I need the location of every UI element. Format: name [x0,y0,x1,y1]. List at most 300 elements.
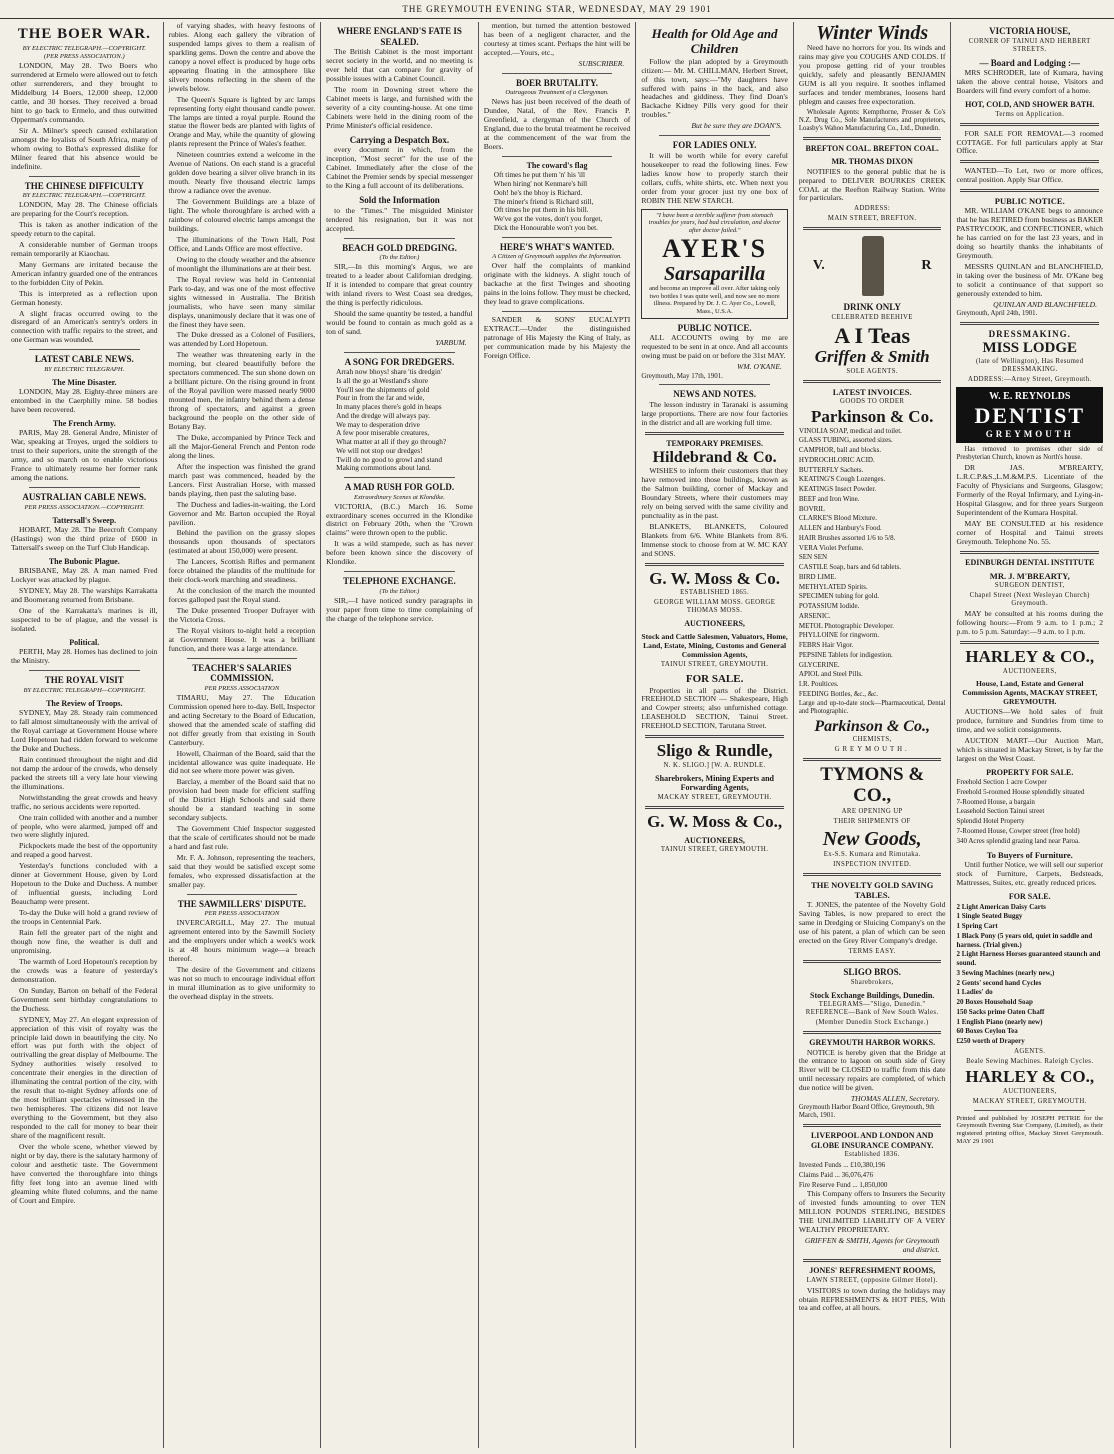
stock-exchange: Stock Exchange Buildings, Dunedin. [810,990,935,1000]
teachers-para: TIMARU, May 27. The Education Commission opened here to-day. Bell, Inspector and acting Secretary to the Board of Education, showed that the amended scale of staffing did not differ greatly from that existing in South Canterbury. [168,692,316,747]
ayer-brand: AYER'S [662,233,768,263]
invoice-item: SEN SEN [798,553,828,562]
review-para: After the inspection was finished the grand march past was commenced, headed by the Lancers. First Australian Horse, with massed bands playing, then past the saluting base. [168,461,316,498]
dentist-banner [956,387,1103,443]
invoice-item: BUTTERFLY Sachets. [798,465,864,474]
for-sale-para: Properties in all parts of the District. FREEHOLD SECTION — Shakespeare, High and Cowper streets; also unfurnished cottage. LEASEHOLD SECTION, Tainui Street. FREEHOLD SECTION, Tarutana Street. [641,685,788,731]
edinburgh-heading: EDINBURGH DENTAL INSTITUTE [965,557,1095,567]
royal-visit-subheading: BY ELECTRIC TELEGRAPH—COPYRIGHT. [23,686,146,694]
fund-row: Invested Funds ... £10,380,196 [798,1161,886,1170]
sale-item: 1 Ladies' do [956,988,993,997]
invoice-item: KEATING'S Cough Lozenges. [798,475,886,484]
terms-label: Terms on Application. [995,110,1065,118]
ex-ships: Ex-S.S. Kumara and Rimutaka. [823,851,921,859]
sale-item: 2 Light American Daisy Carts [956,902,1046,911]
sligo-rundle-name: Sligo & Rundle, [656,741,773,761]
divider [344,352,455,353]
aged-heading: Health for Old Age and Children [651,26,778,57]
invoice-item: KEATINGS Insect Powder. [798,485,877,494]
harley-para: AUCTION MART—Our Auction Mart, which is situated in Mackay Street, is by far the largest on the West Coast. [956,735,1104,763]
ayer-caption: "I have been a terrible sufferer from stomach troubles for years, had bad circulation, and doctor after doctor failed." [648,211,781,234]
jones-heading: JONES' REFRESHMENT ROOMS, [809,1266,936,1276]
press-note: (PER PRESS ASSOCIATION.) [43,53,125,61]
moss-auctioneers-2: AUCTIONEERS, [684,835,745,845]
divider [502,73,613,74]
novelty-para: T. JONES, the patentee of the Novelty Gold Saving Tables, is now prepared to erect the same in Dredging or Sluicing Company's on the use of his patent, a plan of which can be seen erected on the Grey River Company's dredge. [798,900,946,946]
telephone-para: SIR,—I have noticed sundry paragraphs in your paper from time to time complaining of the charge of the telephone service. [326,595,473,623]
public-notice-heading: PUBLIC NOTICE. [677,322,752,333]
winter-winds-heading: Winter Winds [816,22,929,44]
song-poem: Arrah now bhoys! share 'tis dredgin' Is all the go at Westland's shore You'll see the shipments of gold Pour in from the far and wide, In many places there's gold in heaps And the dredge will always pay. We may to desperation drive A few poor miserable creatures, What matter at all if they go through? We will not stop our dredges! Twill do no good to growl and stand Making commotions about land. [336,367,447,473]
sligo-bros-name: SLIGO BROS. [843,966,901,977]
fund-row: Claims Paid ... 36,076,476 [798,1170,874,1179]
moss-established: ESTABLISHED 1865. [680,589,750,597]
whats-wanted-heading: HERE'S WHAT'S WANTED. [499,241,615,252]
sale-item: 1 Black Pony (5 years old, quiet in saddle and harness. (Trial given.) [956,931,1093,949]
for-sale-heading: FOR SALE. [685,672,744,685]
tymons-opening: ARE OPENING UP [841,808,903,816]
agents-sub: Beale Sewing Machines. Raleigh Cycles. [966,1057,1094,1065]
ayer-text: and become an improve all over. After taking only two bottles I was quite well, and now see no more illness. Prepared by Dr. J. C. Ayer Co., Lowell, Mass., U.S.A. [649,285,781,316]
public-notice-para: MR. WILLIAM O'KANE begs to announce that he has RETIRED from business as BAKER PASTRYCOOK, and CONFECTIONER, which he has carried on for the last 23 years, and in doing so heartily thanks the inhabitants of Greymouth. [956,206,1104,261]
whats-wanted-subheading: A Citizen of Greymouth supplies the Information. [492,253,622,261]
illumination-para: of varying shades, with heavy festoons of rubies. Along each gallery the vibration of suspended lamps gives to them a realism of sparkling gems. Down the centre and above the canopy a novel effect is produced by huge orbs appearing floating in the atmosphere like silvery moons reflecting in the sheen of the jewels below. [168,22,316,93]
poem-heading: The coward's flag [526,160,588,170]
invoice-item: PEPSINE Tablets for indigestion. [798,650,893,659]
parkinson-name-2: Parkinson & Co., [814,717,930,735]
chinese-para: A considerable number of German troops remain temporarily at Kiaochau. [11,239,158,258]
invoice-footer: Large and up-to-date stock—Pharmaceutical, Dental and Photographic. [798,699,946,715]
invoice-item: BIRD LIME. [798,572,837,581]
moss-auctioneers: AUCTIONEERS, [684,619,745,629]
miss-lodge-address: ADDRESS:—Arney Street, Greymouth. [968,375,1092,383]
sale-item: 2 Light Harness Horses guaranteed staunch and sound. [956,950,1101,968]
invoice-item: GLYCERINE. [798,660,840,669]
boer-brutality-para: News has just been received of the death of Dundee, Natal, of the Rev. Francis P. Greenfield, a clergyman of the Church of England, due to the brutal treatment he received at the commencement of the war from the Boers. [483,97,631,151]
review-para: SYDNEY, May 27. An elegant expression of appreciation of this visit of royalty was the principle laid down in beautifying the city. No effort was put forth with the object of outrivalling the great display of Melbourne. The Sydney authorities wisely resolved to concentrate their energies in the direction of illuminating the central portion of the city, with the result that to-night Sydney affords one of the most brilliant spectacles witnessed in the two hemispheres. The citizens did not leave everything to the Government, but they also responded to the call for money to bear their share of the magnificent result. [11,1014,158,1140]
poem-text: Oft times he put them 'n' his 'ill When hiring' not Kenmare's hill Ooh! he's the bhoy is Richard. The miner's friend is Richard still, Oft times he put them in his bill. We've got the votes, don't you forget, Dick the Honourable won't you bet. [493,170,603,232]
ladies-para: It will be worth while for every careful housekeeper to read the following lines. Few ladies know how to properly starch their collars, cuffs, white shirts, etc. When next you order from your grocer just try one box of ROBIN THE NEW STARCH. [641,150,788,205]
chinese-heading: THE CHINESE DIFFICULTY [24,180,144,191]
chinese-para: This is interpreted as a reflection upon German honesty. [11,288,158,307]
masthead: THE GREYMOUTH EVENING STAR, WEDNESDAY, MAY 29 1901 [0,0,1114,19]
review-para: SYDNEY, May 28. Steady rain commenced to fall almost simultaneously with the arrival of the Royal carriage at Government House where Lord Hopetoun had ridden forward to welcome the Duke and Duchess. [11,708,158,753]
whats-wanted-para: Over half the complaints of mankind originate with the kidneys. A slight touch of backache at the first Twinges and shooting pains in the loins follow. They must be checked, they lead to grave complications. [483,260,631,306]
chemists-label: CHEMISTS, [852,736,892,744]
notice-date: Greymouth, May 17th, 1901. [641,372,723,381]
invoice-item: VINOLIA SOAP, medical and toilet. [798,426,902,435]
divider [960,160,1099,163]
french-para: PARIS, May 28. General Andre, Minister of War, speaking at Troyes, urged the soldiers to trust to their superiors, unite the strength of the army, and so march on to enable victorious France to ultimately resume her former rank among the nations. [11,428,158,483]
doctor-para: MAY BE CONSULTED at his residence corner of Hospital and Tainui streets Greymouth. Telephone No. 55. [956,519,1104,547]
invoice-item: ALLEN and Hanbury's Food. [798,524,882,533]
invoice-item: METHYLATED Spirits. [798,582,868,591]
sligo-rundle-services: Sharebrokers, Mining Experts and Forwarding Agents, [655,773,775,793]
plague-heading: The Bubonic Plague. [48,556,120,566]
divider [803,1031,942,1034]
review-para: The Lancers, Scottish Rifles and permanent force obtained the plaudits of the multitude for their clock-work marching and steadiness. [168,557,316,585]
review-para: Rain fell the greater part of the night and though now fine, the weather is dull and unpromising. [11,928,158,955]
sawmillers-heading: THE SAWMILLERS' DISPUTE. [177,898,307,909]
liverpool-established: Established 1836. [844,1151,900,1159]
victoria-house-heading: VICTORIA HOUSE, [989,26,1071,36]
divider [803,960,942,963]
coal-heading: BREFTON COAL. BREFTON COAL. [805,143,939,153]
baths-heading: HOT, COLD, AND SHOWER BATH. [965,100,1095,110]
information-para: to the "Times." The misguided Minister tendered his resignation, but it was not accepted. [326,205,473,233]
member-note: (Member Dunedin Stock Exchange.) [815,1019,929,1027]
harley-services: House, Land, Estate and General Commission Agents, MACKAY STREET, GREYMOUTH. [962,679,1098,706]
sale-item: 150 Sacks prime Oaten Chaff [956,1007,1045,1016]
divider [645,806,784,809]
review-para: The Royal visitors to-night held a reception at Government House. It was a brilliant function, and there was a large attendance. [168,626,316,653]
moss-address: TAINUI STREET, GREYMOUTH. [660,660,769,668]
moss-address-2: TAINUI STREET, GREYMOUTH. [660,846,769,853]
edinburgh-para: MAY be consulted at his rooms during the following hours:—From 9 a.m. to 1 p.m.; 2 p.m. to 5 p.m. Saturday:—9 a.m. to 1 p.m. [956,609,1104,637]
sanders-para: SANDER & SONS' EUCALYPTI EXTRACT.—Under the distinguished patronage of His Majesty the King of Italy, as per communication made by his Majesty the Foreign Office. [483,314,631,360]
fate-para: The British Cabinet is the most important secret society in the world, and no meeting is ever held that can compare for gravity of possible issues with a Cabinet Council. [326,47,473,84]
invoice-item: APIOL and Steel Pills. [798,670,863,679]
invoice-list [799,427,946,700]
column-4 [479,22,637,1448]
sale-item: 3 Sewing Machines (nearly new,) [956,968,1055,977]
invoice-item: SPECIMEN tubing for gold. [798,592,880,601]
chinese-para: LONDON, May 28. The Chinese officials are preparing for the Court's reception. [11,200,158,218]
moss-name-2: G. W. Moss & Co., [647,811,783,831]
invoice-item: HYDROCHLORIC ACID. [798,455,875,464]
chinese-para: This is taken as another indication of the speedy return to the capital. [11,219,158,238]
griffen-smith-name: Griffen & Smith [814,347,930,367]
signature: SUBSCRIBER. [578,58,625,68]
review-para: Rain continued throughout the night and did not damp the ardour of the crowds, who densely packed the streets till a very late hour viewing the illuminations. [11,754,158,791]
beehive-emblem-row [799,234,946,298]
divider [960,322,1099,325]
greymouth-label: GREYMOUTH. [834,746,910,754]
novelty-heading: THE NOVELTY GOLD SAVING TABLES. [811,880,934,901]
divider [803,1259,942,1262]
review-para: Over the whole scene, whether viewed by night or by day, there is the salutary harmony of colour and aesthetic taste. The Government have converted the thoroughfare into things fifty feet long into an avenue lined with gleaming white fluted columns, and the name of Court and Empire. [11,1141,158,1205]
divider [803,137,942,140]
teachers-para: Howell, Chairman of the Board, said that the incidental allowance was quite inadequate. He did not see where more power was given. [168,748,316,776]
teachers-para: Mr. F. A. Johnson, representing the teachers, said that they would be satisfied except some females, who expressed dissatisfaction at the smaller pay. [168,853,316,889]
despatch-heading: Carrying a Despatch Box. [349,134,450,145]
column-3 [321,22,479,1448]
beach-para: Should the same quantity be tested, a handful would be found to contain as much gold as a ton of sand. [326,308,473,336]
mine-heading: The Mine Disaster. [52,377,117,387]
to-the-editor: (To the Editor.) [379,587,420,595]
boer-para: LONDON, May 28. Two Boers who surrendered at Ermelo were allowed out to fetch other surrenderers, and they brought to Middelburg 14 Boers, 12,000 sheep, 12,000 cattle, and 30 horses. They received a broad hint to go back to Ermelo, and thus outwitted Opperman's commando. [11,61,158,124]
columns [6,22,1108,1448]
review-para: The Duke, accompanied by Prince Teck and all the Major-General French and Penton rode along the lines. [168,432,316,460]
review-para: To-day the Duke will hold a grand review of the troops in Centennial Park. [11,908,158,927]
latest-invoices: LATEST INVOICES. [832,386,912,397]
property-heading: PROPERTY FOR SALE. [986,767,1074,777]
miss-lodge-sub: (late of Wellington), Has Resumed DRESSMAKING. [976,357,1084,373]
mad-rush-subheading: Extraordinary Scenes at Klondike. [353,493,445,501]
divider [803,1124,942,1127]
invoice-item: BEEF and Iron Wine. [798,494,860,503]
despatch-para: every document in which, from the inception, "Most secret" for the use of the Cabinet. Immediately after the close of the Cabinet the Premier sends by special messenger to the King a full account of its deliberations. [326,145,473,191]
property-item: 7-Roomed House, a bargain [956,797,1035,806]
review-para: Notwithstanding the great crowds and heavy traffic, no serious accidents were reported. [11,792,158,811]
ayers-advert [641,209,788,319]
signature: WM. O'KANE. [737,362,782,372]
fate-para: The room in Downing street where the Cabinet meets is large, and furnished with the severity of a city counting-house. At one time Cabinets were held in the dining room of the Prime Minister's official residence. [326,85,473,130]
political-para: PERTH, May 28. Homes has declined to join the Ministry. [11,647,158,666]
chinese-para: A slight fracas occurred owing to the disregard of an American's sentry's orders in connection with traffic repairs to the street, and one German was wounded. [11,308,158,345]
sawmillers-para: INVERCARGILL, May 27. The mutual agreement entered into by the Sawmill Society and the employers under which a week's work is at 48 hours minimum wage—a breach thereof. [168,918,316,964]
moss-name: G. W. Moss & Co. [649,568,781,588]
review-heading: The Review of Troops. [46,698,123,708]
divider [960,551,1099,554]
goods-to-order: GOODS TO ORDER [840,397,905,405]
divider [960,123,1099,126]
divider [29,176,140,177]
beach-gold-heading: BEACH GOLD DREDGING. [342,242,457,253]
parkinson-name: Parkinson & Co. [811,406,934,426]
divider [344,477,455,478]
political-heading: Political. [69,637,100,647]
new-goods: New Goods, [822,828,922,851]
invoice-item: ARSENIC. [798,611,831,620]
sale-item: 2 Gents' second hand Cycles [956,978,1042,987]
review-para: Behind the pavilion on the grassy slopes thousands upon thousands of spectators (estimated at about 150,000) were present. [168,528,316,556]
dentist-note: Has removed to premises other side of Presbyterian Church, known as North's house. [956,446,1104,462]
wanted-para: WANTED—To Let, two or more offices, central position. Apply Star Office. [956,166,1104,185]
temporary-premises-heading: TEMPORARY PREMISES. [666,438,763,448]
review-para: The Royal review was held in Centennial Park to-day, and was one of the most effective sights witnessed in Australia. The British journalists, who have seen many similar displays, unanimously declare that it was one of the finest they have seen. [168,274,316,329]
fund-row: Fire Reserve Fund ... 1,850,000 [798,1180,888,1189]
harley-auctioneers-2: AUCTIONEERS, [1002,1087,1057,1095]
inspection-invited: INSPECTION INVITED. [833,861,912,869]
harbour-heading: GREYMOUTH HARBOR WORKS. [809,1038,936,1048]
divider [187,894,298,895]
boer-para: Sir A. Milner's speech caused exhilaration amongst the loyalists of South Africa, many of whom owing to Botha's expressed dislike for Milner feared that his absence would be indefinite. [11,125,158,171]
teachers-heading: TEACHER'S SALARIES COMMISSION. [192,662,292,684]
divider [803,758,942,761]
dentist-name: W. E. REYNOLDS [989,391,1071,402]
board-lodging: — Board and Lodging :— [979,57,1081,68]
illumination-para: The illuminations of the Town Hall, Post Office, and Lands Office are most effective. [168,234,316,253]
divider [960,641,1099,644]
mad-rush-para: VICTORIA, (B.C.) March 16. Some extraordinary scenes occurred in the Klondike district on February 20th, when the "Crown claims" were thrown open to the public. [326,501,473,538]
jones-para: VISITORS to town during the holidays may obtain REFRESHMENTS & HOT PIES, With tea and coffee, at all hours. [798,1285,946,1313]
invoice-item: BOVRIL [798,504,825,513]
furniture-heading: To Buyers of Furniture. [986,850,1073,861]
chinese-para: Many Germans are irritated because the American infantry guarded one of the entrances to the forbidden City of Pekin. [11,259,158,287]
information-heading: Sold the Information [359,195,440,206]
mine-para: LONDON, May 28. Eighty-three miners are entombed in the Caerphilly mine. 58 bodies have been recovered. [11,387,158,415]
sale-item: 1 Spring Cart [956,922,998,931]
for-sale-list [956,903,1103,1047]
review-para: Pickpockets made the best of the opportunity and reaped a good harvest. [11,841,158,860]
column-2 [164,22,322,1448]
divider [502,156,613,157]
divider [645,432,784,435]
song-heading: A SONG FOR DREDGERS. [344,356,455,367]
sale-item: £250 worth of Drapery [956,1037,1025,1046]
public-notice-heading: PUBLIC NOTICE. [994,196,1065,207]
beehive-label: CELEBRATED BEEHIVE [831,314,913,322]
terms-easy: TERMS EASY. [848,947,896,955]
victoria-para: MRS SCHRODER, late of Kumara, having taken the above central house, Visitors and Boarders will find every comfort of a home. [956,68,1104,96]
tea-brand: A I Teas [834,323,911,349]
for-sale-heading: FOR SALE. [1008,892,1051,902]
tymons-shipments: THEIR SHIPMENTS OF [833,818,911,826]
divider [187,658,298,659]
divider [645,563,784,566]
victoria-house-address: CORNER OF TAINUI AND HERBERT STREETS. [968,37,1091,53]
sydney-para: One of the Karrakatta's marines is ill, suspected to be of plague, and the vessel is isolated. [11,606,158,633]
latest-cable-subheading: BY ELECTRIC TELEGRAPH. [44,365,125,373]
dentist-town: GREYMOUTH [985,428,1074,439]
sligo-bros-sub: Sharebrokers, [850,978,894,986]
sligo-rundle-address: MACKAY STREET, GREYMOUTH. [657,793,772,801]
illumination-para: Nineteen countries extend a welcome in the Avenue of Nations. On each stand is a graceful golden dove bearing a silver olive branch in its mouth. Nearly five thousand electric lamps throw a radiance over the avenue. [168,150,316,196]
sale-item: 1 Single Seated Buggy [956,912,1023,921]
sydney-para: SYDNEY, May 28. The warships Karrakatta and Boomerang returned from Brisbane. [11,586,158,605]
sale-item: 1 English Piano (nearly new) [956,1017,1043,1026]
sawmillers-para: The desire of the Government and citizens was not so much to encourage individual effort in mural illumination as to give uniformity to the overhead display in the streets. [168,965,316,1001]
boer-brutality-subheading: Outrageous Treatment of a Clergyman. [505,89,609,97]
divider [974,1110,1085,1111]
property-item: Freehold Section 1 acre Cowper [956,778,1047,787]
public-notice-para: ALL ACCOUNTS owing by me are requested to be sent in at once. And all accounts owing must be paid on or before the 31st MAY. [641,333,788,361]
moss-names: GEORGE WILLIAM MOSS. GEORGE THOMAS MOSS. [653,599,776,615]
property-item: Splendid Hotel Property [956,817,1025,826]
invoice-item: PHYLLOINE for ringworm. [798,631,880,640]
invoice-item: FEBRS Hair Vigor. [798,641,854,650]
divider [803,380,942,383]
review-para: One train collided with another and a number of people, who were alarmed, jumped off and two were slightly injured. [11,812,158,840]
invoice-item: VERA Violet Perfume. [798,543,864,552]
boer-war-subheading: BY ELECTRIC TELEGRAPH.—COPYRIGHT. [22,44,146,52]
review-para: The Duke presented Trooper Dufrayer with the Victoria Cross. [168,606,316,625]
telegrams: TELEGRAMS—"Sligo, Dunedin." REFERENCE—Bank of New South Wales. [805,1001,939,1017]
imprint: Printed and published by JOSEPH PETRIE for the Greymouth Evening Star Company, (Limited), as their registered printing office, Mackay Street Greymouth. MAY 29 1901 [956,1114,1104,1145]
aged-para: Follow the plan adopted by a Greymouth citizen:— Mr. M. CHILLMAN, Herbert Street, of this town, says:—"My daughters have suffered with pains in the back, and also headaches and giddiness. They find Doan's Backache Kidney Pills very good for their troubles." [641,56,788,120]
dentist-word: DENTIST [974,402,1086,428]
tymons-name: TYMONS & CO., [820,764,925,807]
notice-date: Greymouth, April 24th, 1901. [956,309,1038,317]
review-para: The Duchess and ladies-in-waiting, the Lord Governor and Mr. Barton occupied the Royal pavilion. [168,499,316,527]
property-list [956,778,1103,846]
divider [502,237,613,238]
ladies-heading: FOR LADIES ONLY. [672,140,757,151]
dressmaking-heading: DRESSMAKING. [988,328,1071,339]
hildebrand-para: WISHES to inform their customers that they have removed into those buildings, known as the Salmon building, corner of Mackay and Boundary Streets, where their customers may rely on being served with the same civility and punctuality as in the past. [641,465,788,520]
mad-rush-para: It was a wild stampede, such as has never before been known since the discovery of Klondike. [326,539,473,567]
harbour-date: Greymouth Harbor Board Office, Greymouth, 9th March, 1901. [798,1104,935,1120]
australian-cable-subheading: PER PRESS ASSOCIATION.—COPYRIGHT. [24,503,145,511]
plague-para: BRISBANE, May 28. A man named Fred Lockyer was attacked by plague. [11,566,158,585]
invoice-item: HAIR Brushes assorted 1/6 to 5/8. [798,533,896,542]
invoice-item: METOL Photographic Developer. [798,621,894,630]
teachers-para: Barclay, a member of the Board said that no provision had been made for efficient staffing of the District High Schools and said there should be a standard teaching in some secondary subjects. [168,777,316,823]
illumination-para: The Queen's Square is lighted by arc lamps representing forty eight thousand candle power. The lamps are tinted a royal purple. Round the statue the flower beds are planted with lights of Orange and May, while the quantity of glowing plants represent the Prince of Wales's feather. [168,94,316,149]
review-para: On Sunday, Barton on behalf of the Federal Government sent birthday congratulations to the Duchess. [11,985,158,1013]
sawmillers-subheading: PER PRESS ASSOCIATION [204,910,280,918]
winter-agents: Wholesale Agents: Kempthorne, Prosser & Co's N.Z. Drug Co., Sole Manufacturers and proprietors, Loasby's Wahoo Manufacturing Co., Ltd., Dunedin. [798,108,946,132]
beach-para: SIR,—In this morning's Argus, we are treated to a leader about Californian dredging. If it is intended to compare that great country with inland rivers to West Coast sea dredges, the thing is perfectly ridiculous. [326,262,473,307]
liverpool-heading: LIVERPOOL AND LONDON AND GLOBE INSURANCE COMPANY. [810,1131,934,1150]
illumination-para: Owing to the cloudy weather and the absence of moonlight the illuminations are at their best. [168,254,316,273]
edinburgh-name: MR. J. M'BREARTY, [989,571,1070,582]
invoice-item: CLARKE'S Blood Mixture. [798,514,877,523]
ayer-product: Sarsaparilla [664,263,766,286]
liverpool-para: This Company offers to Insurers the Security of invested funds amounting to over TEN MILLION POUNDS STERLING, BESIDES THE UNLIMITED LIABILITY OF A VERY WEALTHY PROPRIETARY. [798,1189,946,1235]
drink-only: DRINK ONLY [843,302,901,313]
emblem-letter-v: V. [812,258,825,274]
signature: YARBUM. [435,337,467,347]
emblem-letter-r: R [921,258,932,274]
furniture-para: Until further Notice, we will sell our superior stock of Furniture, Carpets, Bedsteads, Mattresses, Suites, etc. greatly reduced prices. [956,860,1104,888]
review-para: Yesterday's functions concluded with a dinner at Government House, given by Lord Hopetoun to the Duke and Duchess. A number of influential guests, including Lord Beauchamp were present. [11,861,158,907]
jones-address: LAWN STREET, (opposite Gilmer Hotel). [806,1276,938,1284]
signature: But be sure they are DOAN'S. [691,121,782,131]
dixon-heading: MR. THOMAS DIXON [831,157,913,167]
beehive-icon [862,236,884,296]
latest-cable-heading: LATEST CABLE NEWS. [34,354,134,365]
harley-auctioneers: AUCTIONEERS, [1002,668,1057,676]
harley-name: HARLEY & CO., [965,647,1095,667]
boer-brutality-heading: BOER BRUTALITY. [516,77,599,88]
letter-para: mention, but turned the attention bestowed has been of a negligent character, and the courtesy at times scant. Perhaps the hint will be accepted.—Yours, etc., [483,22,631,57]
sligo-rundle-partners: N. K. SLIGO.] [W. A. RUNDLE. [663,761,766,769]
tattersall-heading: Tattersall's Sweep. [52,515,117,525]
tattersall-para: HOBART, May 28. The Beecroft Company (Hastings) won the third prize of £600 in Tattersall's sweep on the Turf Club Handicap. [11,524,158,552]
harbour-para: NOTICE is hereby given that the Bridge at the entrance to lagoon on south side of Grey River will be CLOSED to traffic from this date until necessary repairs are completed, of which due notice will be given. [798,1047,946,1093]
sole-agents: SOLE AGENTS. [846,367,898,375]
harley-para: AUCTIONS—We hold sales of fruit produce, furniture and Sundries from time to time, and we solicit consignments. [956,706,1104,734]
sale-removal-para: FOR SALE FOR REMOVAL—3 roomed COTTAGE. For full particulars apply at Star Office. [956,128,1104,156]
england-fate-heading: WHERE ENGLAND'S FATE IS SEALED. [336,26,462,47]
sale-item: 20 Boxes Household Soap [956,998,1033,1007]
signature: THOMAS ALLEN, Secretary. [850,1094,940,1104]
teachers-subheading: PER PRESS ASSOCIATION [204,685,280,693]
property-item: 7-Roomed House, Cowper street (free hold) [956,826,1080,835]
divider [803,227,942,230]
telephone-heading: TELEPHONE EXCHANGE. [343,576,456,587]
review-para: At the conclusion of the march the mounted forces galloped past the Royal stand. [168,586,316,605]
dixon-address-label: ADDRESS: [854,205,891,213]
harley-name-2: HARLEY & CO., [965,1066,1095,1086]
divider [645,735,784,738]
harley-address-2: MACKAY STREET, GREYMOUTH. [972,1097,1087,1105]
royal-visit-heading: THE ROYAL VISIT [44,675,124,686]
public-notice-para: MESSRS QUINLAN and BLANCHFIELD, in taking over the business of Mr. O'Kane beg to solicit a continuance of that support so generously extended to him. [956,262,1104,298]
hildebrand-name: Hildebrand & Co. [652,449,777,467]
moss-services: Stock and Cattle Salesmen, Valuators, Home, Land, Estate, Mining, Customs and General Commission Agents, [641,631,788,659]
winter-para: Need have no horrors for you. Its winds and rains may give you COUGHS AND COLDS. If you propose getting rid of your troubles quickly, safely and pleasantly BENJAMIN GUM is all you require. It soothes inflamed surfaces and tender membranes, loosens hard phlegm and causes free expectoration. [798,43,946,106]
liverpool-funds [799,1161,946,1190]
divider [29,349,140,350]
blankets-para: BLANKETS, BLANKETS, Coloured Blankets from 6/6. White Blankets from 8/6. Immense stock to choose from at W. MC KAY and SONS. [641,521,788,558]
divider [659,135,770,136]
review-para: The weather was threatening early in the morning, but cleared beautifully before the spectators commenced. The sun shone down on a brilliant picture. On the rising ground in front of the Royal pavilion were massed nearly 9000 mounted men, the infantry behind them a dense throng of spectators, and against a green background the people on the other side of Botany Bay. [168,350,316,431]
australian-cable-heading: AUSTRALIAN CABLE NEWS. [22,492,147,503]
news-notes-heading: NEWS AND NOTES. [673,389,756,400]
agents-label: AGENTS. [1014,1047,1046,1055]
signature: QUINLAN AND BLANCHFIELD. [993,299,1098,309]
teachers-para: The Government Chief Inspector suggested that the scale of certificates should not be made a hard and fast rule. [168,824,316,852]
mad-rush-heading: A MAD RUSH FOR GOLD. [344,482,455,493]
column-7 [951,22,1108,1448]
invoice-item: POTASSIUM Iodide. [798,602,860,611]
invoice-item: CASTILE Soap, bars and 6d tablets. [798,563,901,572]
divider [344,238,455,239]
miss-lodge-name: MISS LODGE [982,340,1078,357]
